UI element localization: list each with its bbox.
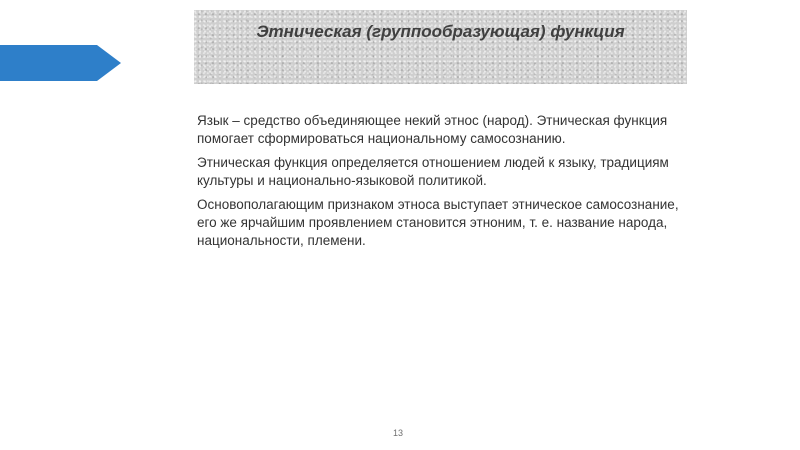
page-number: 13 — [393, 428, 404, 438]
title-bar — [194, 10, 687, 84]
paragraph-3: Основополагающим признаком этноса выступает этническое самосознание, его же ярчайшим проявлением становится этноним, т. е. название народа, национальности, племени. — [197, 197, 679, 248]
arrow-right-icon — [0, 45, 121, 81]
paragraph-2: Этническая функция определяется отношением людей к языку, традициям культуры и национально-языковой политикой. — [197, 155, 669, 188]
slide-body — [197, 112, 687, 256]
paragraph-1: Язык – средство объединяющее некий этнос (народ). Этническая функция помогает сформироваться национальному самосознанию. — [197, 113, 668, 146]
slide-title: Этническая (группообразующая) функция — [256, 22, 625, 41]
